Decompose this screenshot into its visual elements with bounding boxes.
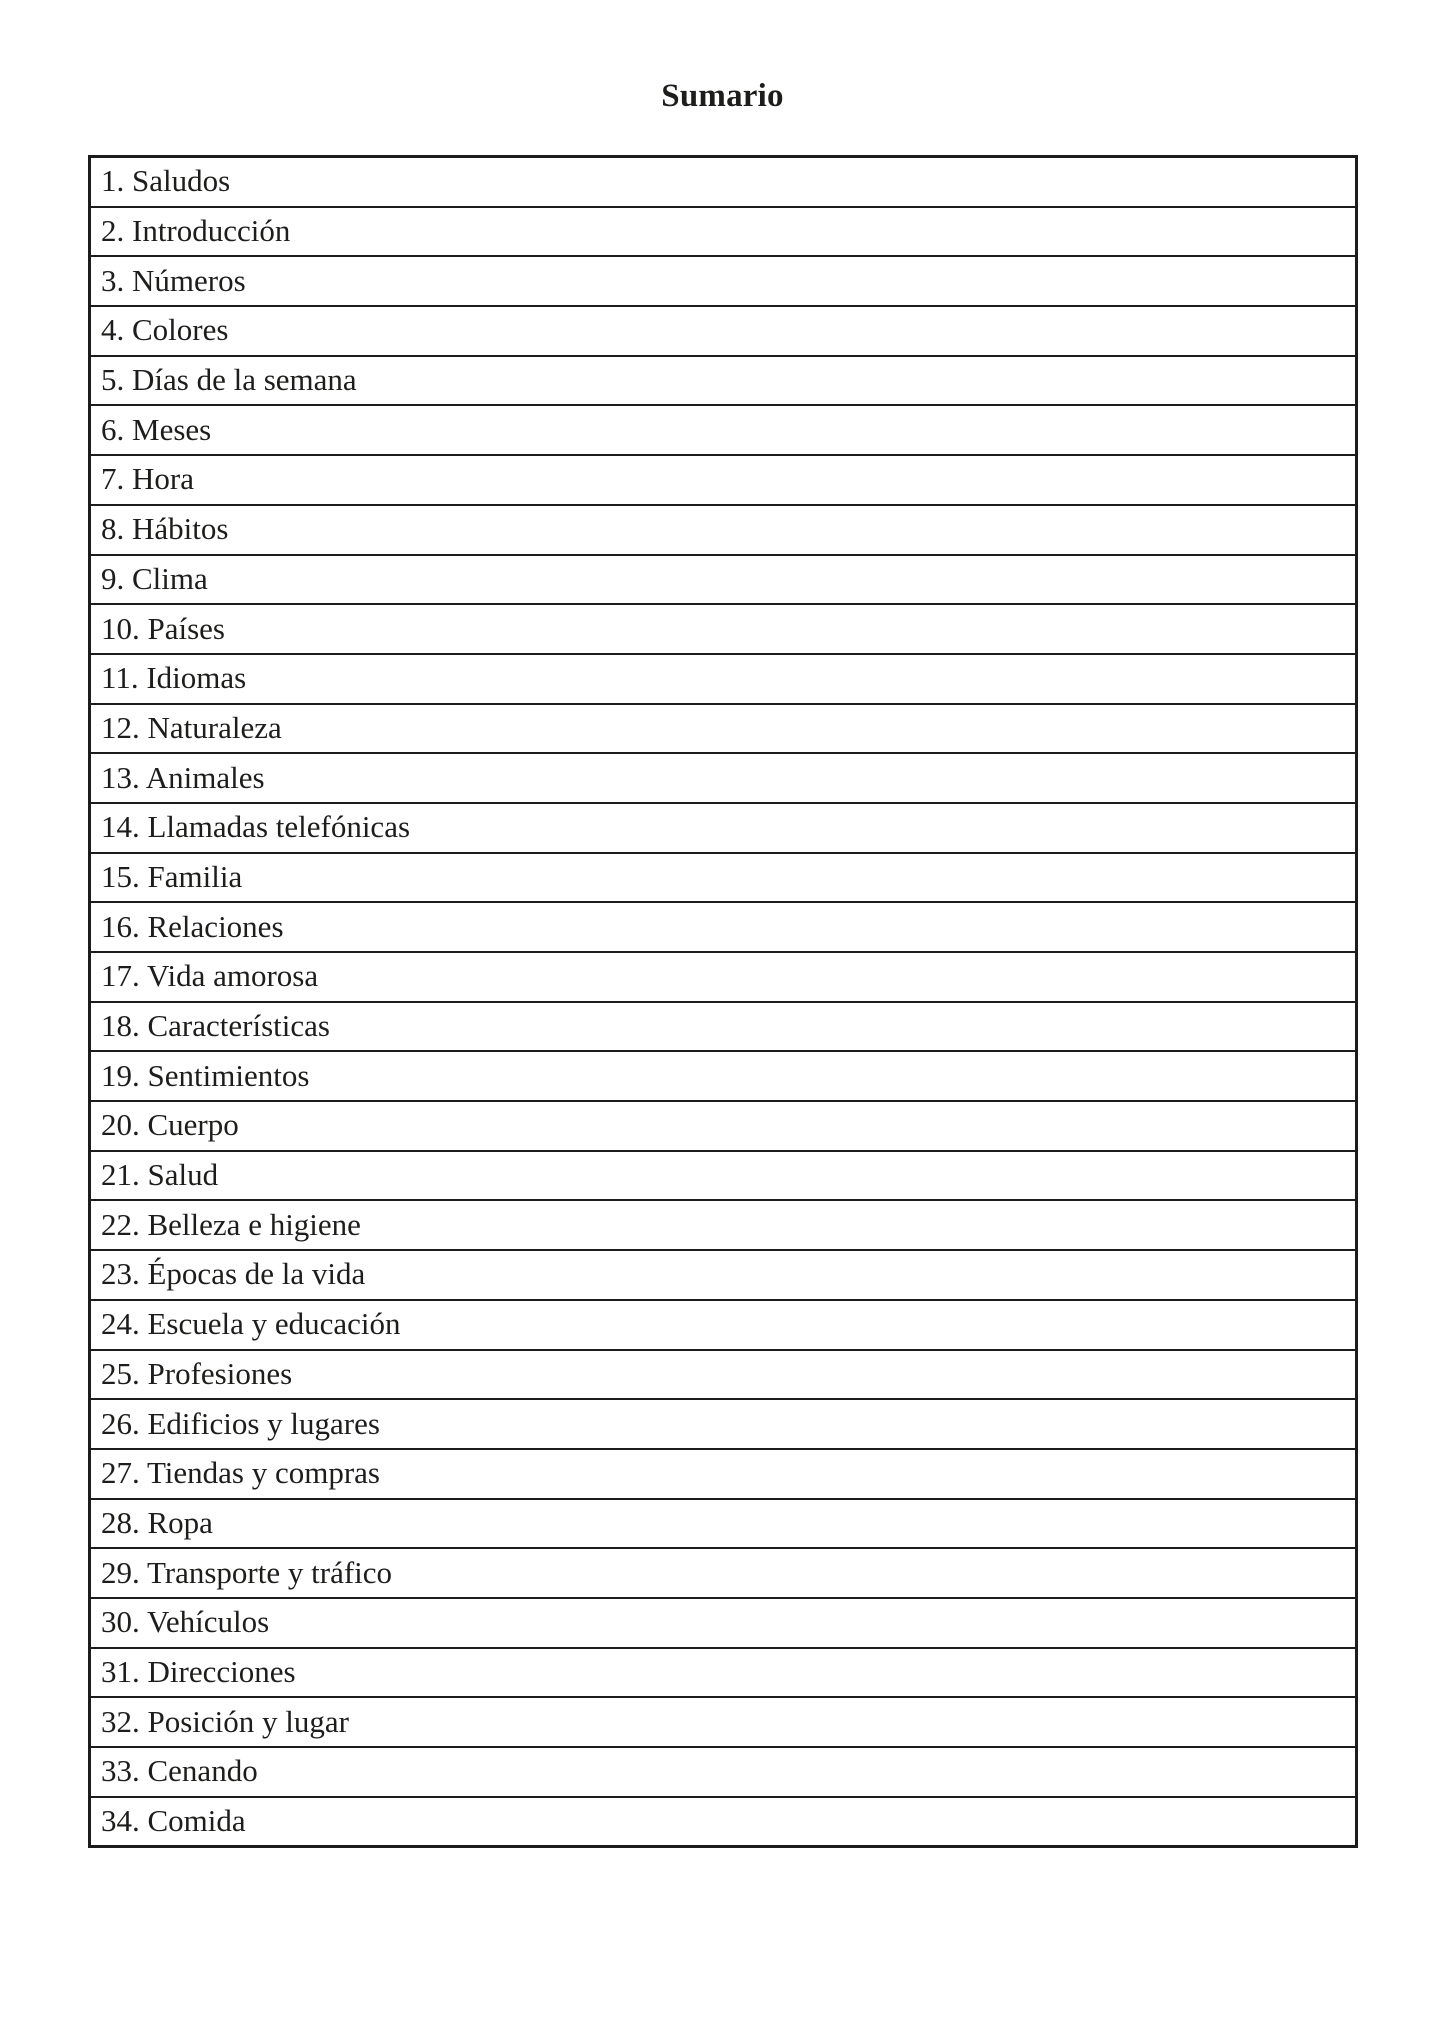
toc-row — [90, 1499, 1357, 1549]
toc-item-label: 11. Idiomas — [90, 654, 1357, 704]
page-title: Sumario — [661, 78, 784, 114]
toc-row — [90, 1250, 1357, 1300]
toc-item-label: 18. Características — [90, 1002, 1357, 1052]
toc-item-label: 21. Salud — [90, 1151, 1357, 1201]
toc-row — [90, 654, 1357, 704]
toc-row — [90, 157, 1357, 207]
toc-row — [90, 1002, 1357, 1052]
toc-row — [90, 1449, 1357, 1499]
toc-item-label: 16. Relaciones — [90, 902, 1357, 952]
toc-item-label: 8. Hábitos — [90, 505, 1357, 555]
toc-item-label: 26. Edificios y lugares — [90, 1399, 1357, 1449]
toc-item-label: 32. Posición y lugar — [90, 1697, 1357, 1747]
toc-item-label: 19. Sentimientos — [90, 1051, 1357, 1101]
toc-item-label: 24. Escuela y educación — [90, 1300, 1357, 1350]
toc-row — [90, 1151, 1357, 1201]
toc-item-label: 4. Colores — [90, 306, 1357, 356]
toc-row — [90, 1648, 1357, 1698]
toc-row — [90, 753, 1357, 803]
toc-table — [88, 155, 1358, 1848]
toc-item-label: 14. Llamadas telefónicas — [90, 803, 1357, 853]
toc-row — [90, 405, 1357, 455]
toc-item-label: 29. Transporte y tráfico — [90, 1548, 1357, 1598]
toc-item-label: 15. Familia — [90, 853, 1357, 903]
toc-item-label: 27. Tiendas y compras — [90, 1449, 1357, 1499]
toc-row — [90, 1051, 1357, 1101]
toc-row — [90, 356, 1357, 406]
toc-item-label: 5. Días de la semana — [90, 356, 1357, 406]
toc-item-label: 34. Comida — [90, 1797, 1357, 1847]
toc-row — [90, 1797, 1357, 1847]
toc-row — [90, 952, 1357, 1002]
toc-row — [90, 256, 1357, 306]
toc-item-label: 30. Vehículos — [90, 1598, 1357, 1648]
toc-item-label: 7. Hora — [90, 455, 1357, 505]
toc-row — [90, 902, 1357, 952]
toc-row — [90, 1300, 1357, 1350]
toc-item-label: 10. Países — [90, 604, 1357, 654]
toc-item-label: 17. Vida amorosa — [90, 952, 1357, 1002]
toc-item-label: 31. Direcciones — [90, 1648, 1357, 1698]
toc-item-label: 3. Números — [90, 256, 1357, 306]
toc-row — [90, 207, 1357, 257]
toc-body — [90, 157, 1357, 1847]
toc-item-label: 25. Profesiones — [90, 1350, 1357, 1400]
toc-row — [90, 604, 1357, 654]
toc-item-label: 6. Meses — [90, 405, 1357, 455]
toc-item-label: 20. Cuerpo — [90, 1101, 1357, 1151]
toc-row — [90, 853, 1357, 903]
toc-row — [90, 1399, 1357, 1449]
toc-item-label: 22. Belleza e higiene — [90, 1200, 1357, 1250]
toc-row — [90, 1350, 1357, 1400]
toc-row — [90, 803, 1357, 853]
toc-item-label: 23. Épocas de la vida — [90, 1250, 1357, 1300]
toc-row — [90, 306, 1357, 356]
toc-row — [90, 1697, 1357, 1747]
toc-item-label: 9. Clima — [90, 555, 1357, 605]
toc-row — [90, 704, 1357, 754]
toc-row — [90, 1548, 1357, 1598]
toc-item-label: 1. Saludos — [90, 157, 1357, 207]
toc-row — [90, 555, 1357, 605]
toc-item-label: 28. Ropa — [90, 1499, 1357, 1549]
toc-row — [90, 1598, 1357, 1648]
toc-item-label: 33. Cenando — [90, 1747, 1357, 1797]
toc-row — [90, 1200, 1357, 1250]
toc-row — [90, 1747, 1357, 1797]
toc-row — [90, 505, 1357, 555]
toc-row — [90, 455, 1357, 505]
toc-item-label: 12. Naturaleza — [90, 704, 1357, 754]
toc-row — [90, 1101, 1357, 1151]
toc-item-label: 13. Animales — [90, 753, 1357, 803]
toc-item-label: 2. Introducción — [90, 207, 1357, 257]
